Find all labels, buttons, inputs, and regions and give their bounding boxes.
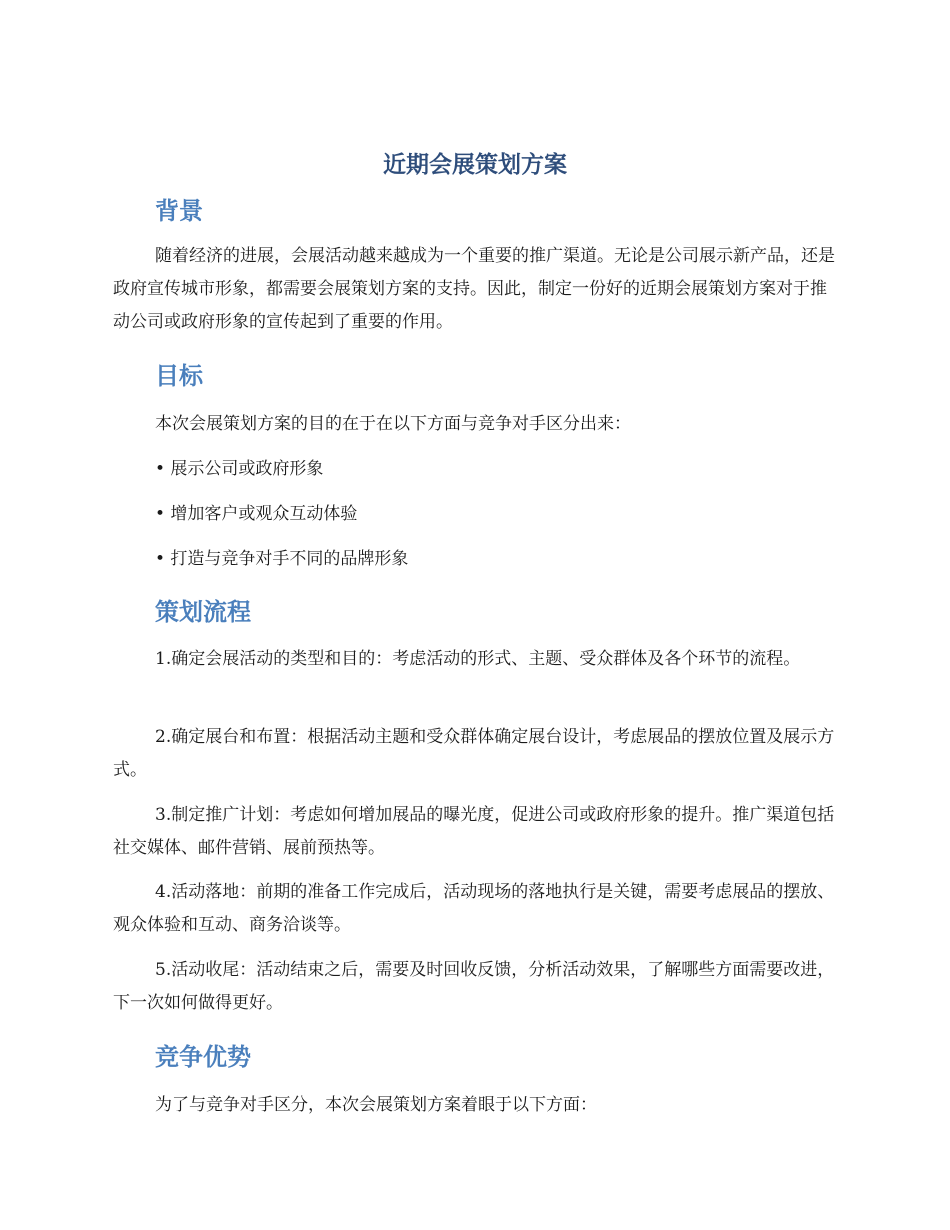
section-heading-process: 策划流程 [155,598,251,626]
process-step-5: 5.活动收尾：活动结束之后，需要及时回收反馈，分析活动效果，了解哪些方面需要改进，下一次如何做得更好。 [113,960,835,1013]
background-paragraph: 随着经济的进展，会展活动越来越成为一个重要的推广渠道。无论是公司展示新产品，还是政府宣传城市形象，都需要会展策划方案的支持。因此，制定一份好的近期会展策划方案对于推动公司或政府形象的宣传起到了重要的作用。 [113,246,835,332]
process-step-4: 4.活动落地：前期的准备工作完成后，活动现场的落地执行是关键，需要考虑展品的摆放、观众体验和互动、商务洽谈等。 [113,882,835,935]
document-title: 近期会展策划方案 [383,152,567,178]
section-heading-goals: 目标 [155,362,203,390]
section-heading-advantage: 竞争优势 [155,1043,251,1071]
goals-intro: 本次会展策划方案的目的在于在以下方面与竞争对手区分出来： [155,414,631,434]
process-step-3: 3.制定推广计划：考虑如何增加展品的曝光度，促进公司或政府形象的提升。推广渠道包括社交媒体、邮件营销、展前预热等。 [113,805,835,858]
process-step-1: 1.确定会展活动的类型和目的：考虑活动的形式、主题、受众群体及各个环节的流程。 [155,649,801,669]
advantage-intro: 为了与竞争对手区分，本次会展策划方案着眼于以下方面： [155,1095,597,1115]
section-heading-background: 背景 [155,197,203,225]
process-step-2: 2.确定展台和布置：根据活动主题和受众群体确定展台设计，考虑展品的摆放位置及展示方式。 [113,727,835,780]
goals-bullet-2: • 增加客户或观众互动体验 [155,504,358,524]
goals-bullet-1: • 展示公司或政府形象 [155,459,324,479]
goals-bullet-3: • 打造与竞争对手不同的品牌形象 [155,549,409,569]
